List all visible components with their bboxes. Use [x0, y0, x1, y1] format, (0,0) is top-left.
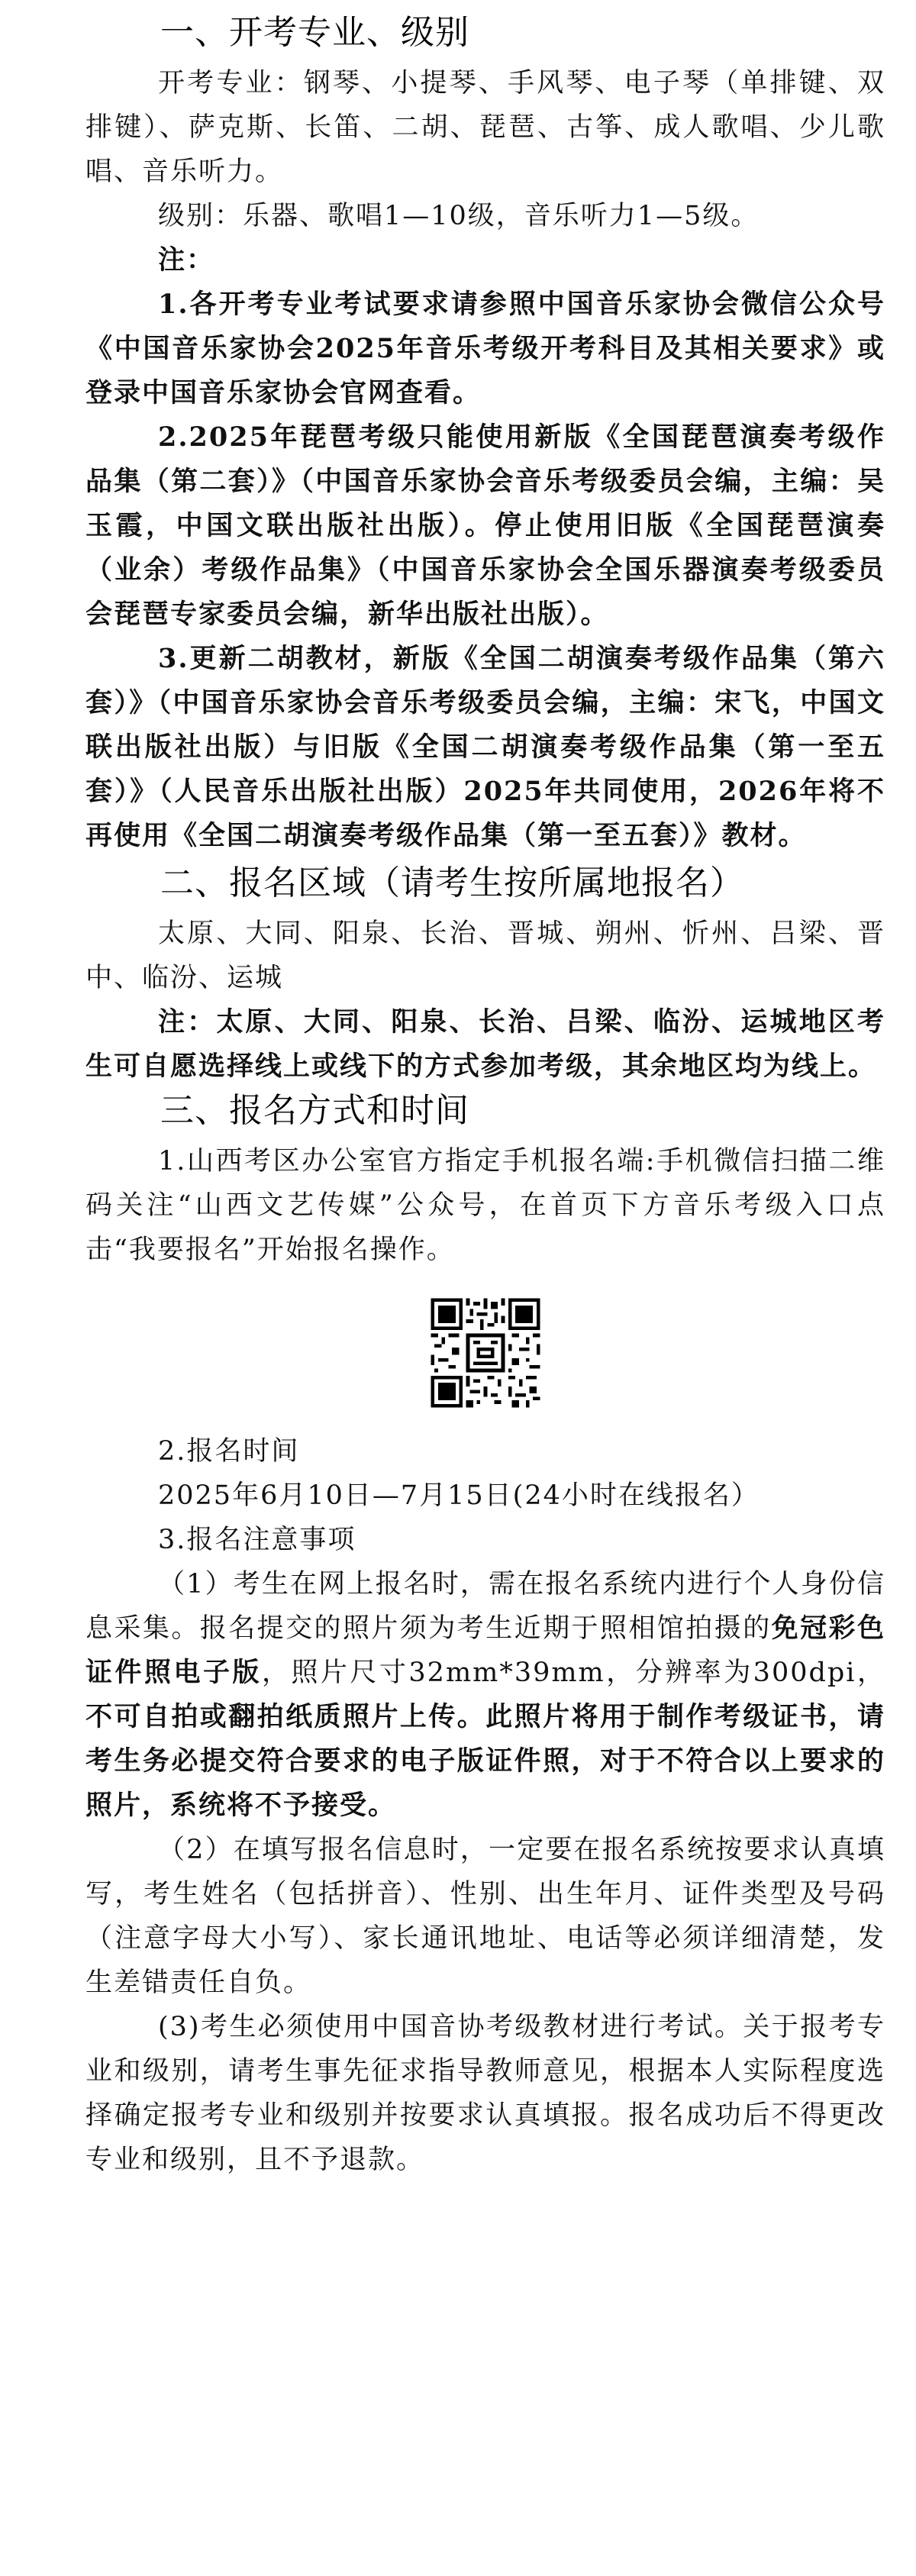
note-1-part-b: 免冠彩色证件照电子版: [85, 1612, 885, 1688]
section-2-note: 注：太原、大同、阳泉、长治、吕梁、临汾、运城地区考生可自愿选择线上或线下的方式参加考级，其余地区均为线上。: [85, 1006, 885, 1082]
section-1-majors: 开考专业：钢琴、小提琴、手风琴、电子琴（单排键、双排键）、萨克斯、长笛、二胡、琵琶、古筝、成人歌唱、少儿歌唱、音乐听力。: [85, 68, 885, 187]
section-1-note-label: 注：: [158, 244, 215, 276]
section-3-time-text: 2025年6月10日—7月15日(24小时在线报名）: [158, 1480, 760, 1511]
section-1-levels: 级别：乐器、歌唱1—10级，音乐听力1—5级。: [158, 201, 760, 231]
note-1-part-c: ，照片尺寸32mm*39mm，分辨率为300dpi，: [261, 1658, 885, 1688]
section-3-note-3: (3)考生必须使用中国音协考级教材进行考试。关于报考专业和级别，请考生事先征求指导教师意见，根据本人实际程度选择确定报考专业和级别并按要求认真填报。报名成功后不得更改专业和级别，且不予退款。: [85, 2012, 885, 2175]
section-3-signup-method: 1.山西考区办公室官方指定手机报名端:手机微信扫描二维码关注“山西文艺传媒”公众号，在首页下方音乐考级入口点击“我要报名”开始报名操作。: [85, 1146, 885, 1265]
section-1-note-1: 1.各开考专业考试要求请参照中国音乐家协会微信公众号《中国音乐家协会2025年音乐考级开考科目及其相关要求》或登录中国音乐家协会官网查看。: [85, 289, 885, 408]
note-1-part-d: 不可自拍或翻拍纸质照片上传。此照片将用于制作考级证书，请考生务必提交符合要求的电子版证件照，对于不符合以上要求的照片，系统将不予接受。: [85, 1701, 885, 1821]
section-3-time-title: 2.报名时间: [158, 1436, 300, 1467]
qr-code-icon[interactable]: [427, 1295, 543, 1411]
section-2-heading: 二、报名区域（请考生按所属地报名）: [160, 864, 744, 902]
section-1-heading: 一、开考专业、级别: [160, 13, 469, 52]
section-3-note-2: （2）在填写报名信息时，一定要在报名系统按要求认真填写，考生姓名（包括拼音）、性别、出生年月、证件类型及号码（注意字母大小写）、家长通讯地址、电话等必须详细清楚，发生差错责任自负。: [85, 1835, 885, 1998]
section-3-heading: 三、报名方式和时间: [160, 1091, 469, 1130]
section-1-note-3: 3.更新二胡教材，新版《全国二胡演奏考级作品集（第六套）》（中国音乐家协会音乐考级委员会编，主编：宋飞，中国文联出版社出版）与旧版《全国二胡演奏考级作品集（第一至五套）》（人民音乐出版社出版）2025年共同使用，2026年将不再使用《全国二胡演奏考级作品集（第一至五套）》教材。: [85, 643, 885, 851]
section-1-note-2: 2.2025年琵琶考级只能使用新版《全国琵琶演奏考级作品集（第二套）》（中国音乐家协会音乐考级委员会编，主编：吴玉霞，中国文联出版社出版）。停止使用旧版《全国琵琶演奏（业余）考级作品集》（中国音乐家协会全国乐器演奏考级委员会琵琶专家委员会编，新华出版社出版）。: [85, 421, 885, 630]
section-3-note-1: [85, 1562, 885, 1828]
qr-code-container: [85, 1295, 885, 1411]
section-2-regions: 太原、大同、阳泉、长治、晋城、朔州、忻州、吕梁、晋中、临汾、运城: [85, 918, 885, 993]
note-1-part-a: （1）考生在网上报名时，需在报名系统内进行个人身份信息采集。报名提交的照片须为考生近期于照相馆拍摄的: [85, 1569, 885, 1644]
section-3-notes-title: 3.报名注意事项: [158, 1525, 356, 1555]
